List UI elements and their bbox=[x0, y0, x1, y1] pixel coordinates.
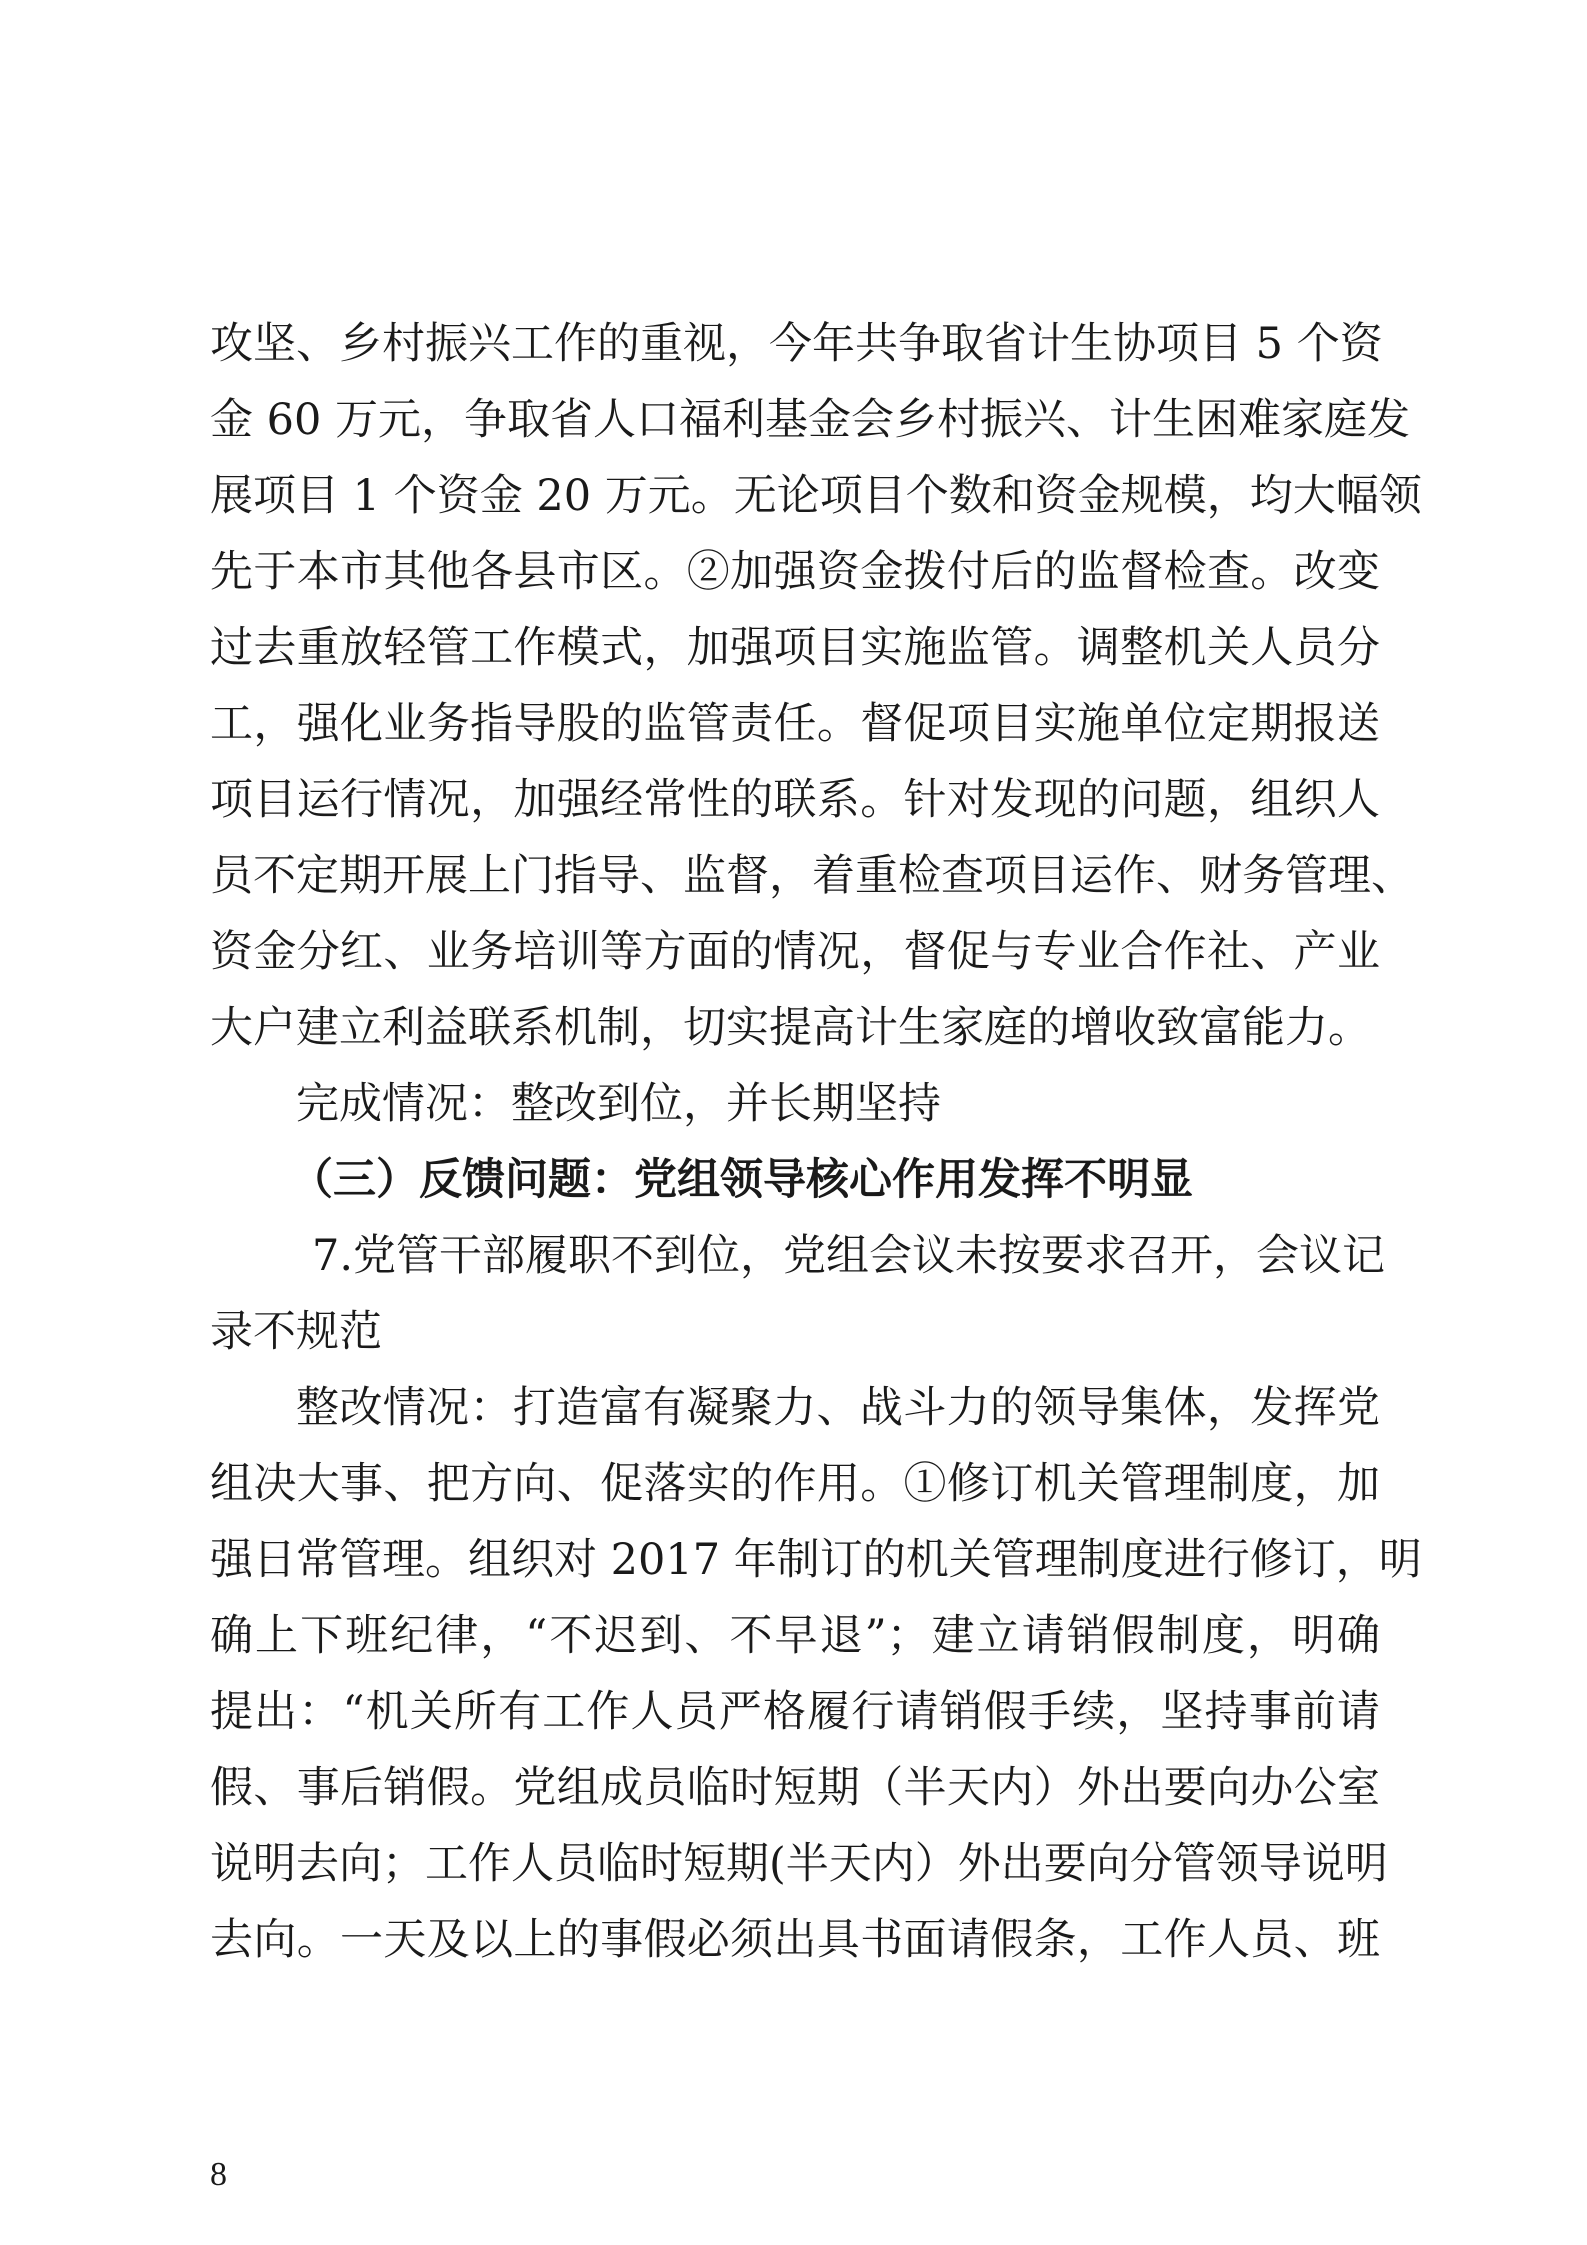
body-line-2: 金 60 万元，争取省人口福利基金会乡村振兴、计生困难家庭发 bbox=[210, 395, 1411, 445]
body-line-4: 先于本市其他各县市区。②加强资金拨付后的监督检查。改变 bbox=[210, 547, 1380, 597]
rectification-line-3: 强日常管理。组织对 2017 年制订的机关管理制度进行修订，明 bbox=[210, 1535, 1422, 1585]
rectification-line-7: 说明去向；工作人员临时短期(半天内）外出要向分管领导说明 bbox=[210, 1839, 1388, 1889]
rectification-line-5: 提出：“机关所有工作人员严格履行请销假手续，坚持事前请 bbox=[210, 1687, 1380, 1737]
body-line-7: 项目运行情况，加强经常性的联系。针对发现的问题，组织人 bbox=[210, 775, 1380, 825]
body-line-9: 资金分红、业务培训等方面的情况，督促与专业合作社、产业 bbox=[210, 927, 1380, 977]
body-line-1: 攻坚、乡村振兴工作的重视，今年共争取省计生协项目 5 个资 bbox=[210, 319, 1383, 369]
body-line-3: 展项目 1 个资金 20 万元。无论项目个数和资金规模，均大幅领 bbox=[210, 471, 1422, 521]
body-line-8: 员不定期开展上门指导、监督，着重检查项目运作、财务管理、 bbox=[210, 851, 1414, 901]
completion-status: 完成情况：整改到位，并长期坚持 bbox=[296, 1079, 941, 1129]
issue-title-line-2: 录不规范 bbox=[210, 1307, 382, 1357]
body-line-5: 过去重放轻管工作模式，加强项目实施监管。调整机关人员分 bbox=[210, 623, 1380, 673]
issue-title-line-1: 7.党管干部履职不到位，党组会议未按要求召开，会议记 bbox=[312, 1231, 1386, 1281]
rectification-line-2: 组决大事、把方向、促落实的作用。①修订机关管理制度，加 bbox=[210, 1459, 1380, 1509]
rectification-line-8: 去向。一天及以上的事假必须出具书面请假条，工作人员、班 bbox=[210, 1915, 1380, 1965]
rectification-line-1: 整改情况：打造富有凝聚力、战斗力的领导集体，发挥党 bbox=[296, 1383, 1380, 1433]
body-line-10: 大户建立利益联系机制，切实提高计生家庭的增收致富能力。 bbox=[210, 1003, 1371, 1053]
body-line-6: 工，强化业务指导股的监管责任。督促项目实施单位定期报送 bbox=[210, 699, 1380, 749]
page-number: 8 bbox=[210, 2156, 227, 2193]
rectification-line-6: 假、事后销假。党组成员临时短期（半天内）外出要向办公室 bbox=[210, 1763, 1380, 1813]
section-heading: （三）反馈问题：党组领导核心作用发挥不明显 bbox=[290, 1155, 1193, 1205]
rectification-line-4: 确上下班纪律，“不迟到、不早退”；建立请销假制度，明确 bbox=[210, 1611, 1380, 1661]
